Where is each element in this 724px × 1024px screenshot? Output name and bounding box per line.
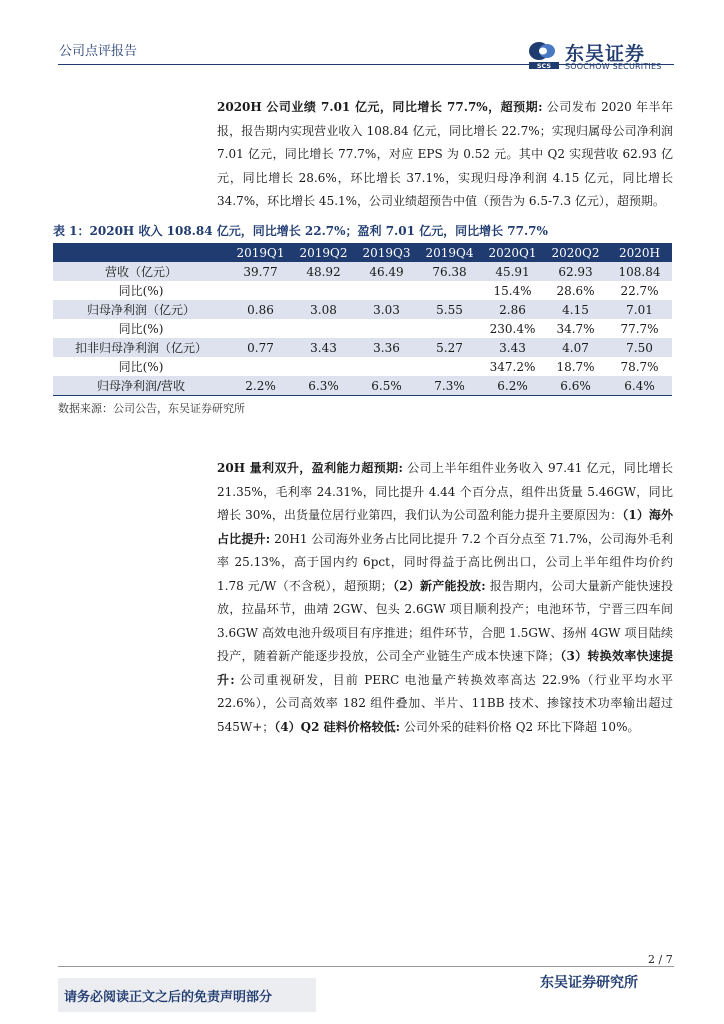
logo-mark-icon — [527, 40, 561, 70]
table-cell: 39.77 — [229, 262, 292, 281]
table-row — [53, 338, 672, 357]
table-cell: 34.7% — [556, 321, 595, 336]
table-header-cell: 2019Q4 — [418, 243, 481, 262]
table-header-cell: 2020Q2 — [544, 243, 607, 262]
table-cell: 347.2% — [489, 359, 536, 374]
reason-text-silicon: 公司外采的硅料价格 Q2 环比下降超 10%。 — [400, 719, 640, 734]
table-header-cell: 2020Q1 — [481, 243, 544, 262]
reason-text-efficiency: 公司重视研发，目前 PERC 电池量产转换效率高达 22.9%（行业平均水平 22.6%），公司高效率 182 组件叠加、半片、11BB 技术、掺镓技术功率输出超过 545W+； — [217, 672, 673, 734]
table-cell: 4.07 — [544, 338, 607, 357]
table-cell: 45.91 — [481, 262, 544, 281]
reason-text-capacity: 报告期内，公司大量新产能快速投放，拉晶环节，曲靖 2GW、包头 2.6GW 项目顺利投产；电池环节，宁晋三四车间 3.6GW 高效电池升级项目有序推进；组件环节，合肥 1.5GW、扬州 4GW 项目陆续投产，随着新产能逐步投放，公司全产业链生产成本快速下降； — [217, 578, 673, 663]
brand-name: 东吴证券 — [565, 43, 646, 65]
institute-name: 东吴证券研究所 — [540, 975, 638, 991]
table-cell — [229, 319, 292, 338]
profitability-paragraph — [217, 457, 673, 739]
table-cell: 15.4% — [493, 283, 532, 298]
table-header-cell — [53, 243, 229, 262]
table-cell: 76.38 — [418, 262, 481, 281]
table-cell — [418, 281, 481, 300]
table-cell: 5.55 — [418, 300, 481, 319]
table-cell: 6.3% — [292, 376, 355, 396]
table-cell — [292, 319, 355, 338]
row-label: 归母净利润（亿元） — [53, 300, 229, 319]
profitability-lead: 20H 量利双升，盈利能力超预期: — [217, 461, 403, 475]
report-type-title: 公司点评报告 — [59, 44, 138, 59]
table-cell: 18.7% — [556, 359, 595, 374]
table-cell — [229, 281, 292, 300]
table-row — [53, 300, 672, 319]
reason-heading-silicon: （4）Q2 硅料价格较低: — [274, 719, 401, 734]
row-label: 营收（亿元） — [53, 262, 229, 281]
table-cell: 3.03 — [355, 300, 418, 319]
logo-letters: SCS — [536, 62, 552, 70]
table-cell: 7.50 — [607, 338, 672, 357]
table-header-cell: 2020H — [607, 243, 672, 262]
table-cell: 48.92 — [292, 262, 355, 281]
table-cell: 5.27 — [418, 338, 481, 357]
row-label: 扣非归母净利润（亿元） — [53, 338, 229, 357]
table-cell: 6.5% — [355, 376, 418, 396]
brand-logo — [527, 38, 677, 72]
footer-divider — [58, 966, 674, 967]
table-cell — [355, 319, 418, 338]
table-header-cell: 2019Q3 — [355, 243, 418, 262]
table-cell: 6.4% — [607, 376, 672, 396]
row-label: 归母净利润/营收 — [53, 376, 229, 396]
table-cell — [292, 357, 355, 376]
table-cell: 0.86 — [229, 300, 292, 319]
table-row — [53, 319, 672, 338]
table-cell: 6.2% — [481, 376, 544, 396]
table-cell: 28.6% — [556, 283, 595, 298]
table-row — [53, 262, 672, 281]
table-cell: 22.7% — [620, 283, 659, 298]
table-cell: 2.2% — [229, 376, 292, 396]
table-cell — [229, 357, 292, 376]
row-label: 同比(%) — [118, 284, 164, 298]
table-source-note: 数据来源：公司公告，东吴证券研究所 — [58, 402, 245, 415]
table-cell: 0.77 — [229, 338, 292, 357]
earnings-summary-paragraph — [217, 96, 673, 214]
table-cell: 2.86 — [481, 300, 544, 319]
row-label: 同比(%) — [118, 322, 164, 336]
table-cell: 78.7% — [620, 359, 659, 374]
earnings-summary-lead: 2020H 公司业绩 7.01 亿元，同比增长 77.7%，超预期: — [217, 100, 543, 114]
table-header-cell: 2019Q2 — [292, 243, 355, 262]
reason-heading-efficiency: （3）转换效率快速提升: — [217, 649, 673, 687]
table-cell: 6.6% — [544, 376, 607, 396]
table-header-cell: 2019Q1 — [229, 243, 292, 262]
table-row — [53, 357, 672, 376]
brand-subtitle: SOOCHOW SECURITIES — [565, 62, 662, 71]
table-header-row — [53, 243, 672, 262]
profitability-text: 公司上半年组件业务收入 97.41 亿元，同比增长 21.35%，毛利率 24.31%，同比提升 4.44 个百分点，组件出货量 5.46GW，同比增长 30%，出货量位居行业第四，我们认为公司盈利能力提升主要原因为： — [217, 461, 673, 522]
table-cell — [355, 281, 418, 300]
table-cell — [418, 319, 481, 338]
table-cell — [418, 357, 481, 376]
table-cell: 3.43 — [481, 338, 544, 357]
earnings-summary-body: 公司发布 2020 年半年报，报告期内实现营业收入 108.84 亿元，同比增长 22.7%；实现归属母公司净利润 7.01 亿元，同比增长 77.7%，对应 EPS 为 0.52 元。其中 Q2 实现营收 62.93 亿元，同比增长 28.6%，环比增长 37.1%，实现归母净利润 4.15 亿元，同比增长 34.7%，环比增长 45.1%，公司业绩超预告中值（预告为 6.5-7.3 亿元），超预期。 — [217, 100, 674, 208]
table-cell: 7.3% — [418, 376, 481, 396]
reason-heading-overseas: （1）海外占比提升: — [217, 508, 673, 546]
financial-table — [53, 243, 672, 396]
table-cell: 46.49 — [355, 262, 418, 281]
reason-heading-capacity: （2）新产能投放: — [392, 578, 486, 593]
table-cell: 108.84 — [607, 262, 672, 281]
table-cell: 7.01 — [607, 300, 672, 319]
row-label: 同比(%) — [118, 360, 164, 374]
table-row — [53, 281, 672, 300]
table-cell: 4.15 — [544, 300, 607, 319]
table-cell: 3.43 — [292, 338, 355, 357]
table-cell: 3.08 — [292, 300, 355, 319]
table-row — [53, 376, 672, 396]
table-cell: 3.36 — [355, 338, 418, 357]
table-cell: 77.7% — [620, 321, 659, 336]
table-cell: 62.93 — [544, 262, 607, 281]
page-number: 2 / 7 — [648, 953, 673, 966]
table-cell: 230.4% — [489, 321, 536, 336]
table-cell — [292, 281, 355, 300]
disclaimer-notice: 请务必阅读正文之后的免责声明部分 — [64, 990, 273, 1005]
table-title: 表 1：2020H 收入 108.84 亿元，同比增长 22.7%；盈利 7.01 亿元，同比增长 77.7% — [53, 224, 548, 238]
reason-text-overseas: 20H1 公司海外业务占比同比提升 7.2 个百分点至 71.7%，公司海外毛利率 25.13%，高于国内约 6pct，同时得益于高比例出口，公司上半年组件均价约 1.78 元/W（不含税），超预期； — [217, 531, 673, 593]
table-cell — [355, 357, 418, 376]
